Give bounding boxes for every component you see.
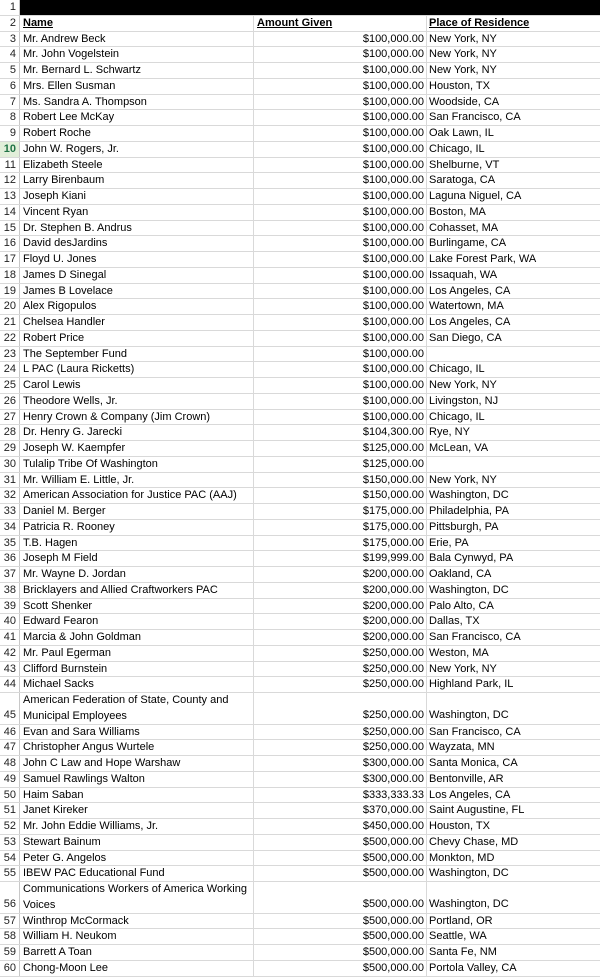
- table-row[interactable]: [0, 347, 600, 363]
- row-number[interactable]: 58: [0, 929, 20, 944]
- row-number[interactable]: 16: [0, 236, 20, 251]
- table-row[interactable]: [0, 299, 600, 315]
- row-number[interactable]: 44: [0, 677, 20, 692]
- place-cell[interactable]: McLean, VA: [429, 442, 489, 454]
- amount-cell[interactable]: $333,333.33: [254, 788, 427, 803]
- row-number[interactable]: 34: [0, 520, 20, 535]
- place-cell[interactable]: San Francisco, CA: [429, 631, 521, 643]
- place-cell[interactable]: Los Angeles, CA: [429, 284, 511, 297]
- name-cell[interactable]: Dr. Henry G. Jarecki: [20, 425, 254, 440]
- black-banner: [20, 0, 600, 15]
- table-row[interactable]: [0, 551, 600, 567]
- table-row[interactable]: [0, 252, 600, 268]
- name-cell[interactable]: T.B. Hagen: [20, 536, 254, 551]
- place-cell[interactable]: Washington, DC: [429, 489, 509, 502]
- row-number[interactable]: 10: [0, 142, 20, 157]
- amount-cell[interactable]: $100,000.00: [254, 158, 427, 173]
- place-cell[interactable]: Palo Alto, CA: [429, 599, 494, 612]
- row-number[interactable]: 22: [0, 331, 20, 346]
- name-cell[interactable]: Mr. William E. Little, Jr.: [20, 473, 254, 488]
- amount-cell[interactable]: $104,300.00: [254, 425, 427, 440]
- place-cell[interactable]: Portola Valley, CA: [429, 961, 517, 974]
- name-cell[interactable]: Mr. Bernard L. Schwartz: [20, 63, 254, 78]
- name-cell[interactable]: Haim Saban: [20, 788, 254, 803]
- amount-cell[interactable]: $370,000.00: [254, 803, 427, 818]
- name-cell[interactable]: Joseph W. Kaempfer: [20, 441, 254, 456]
- column-header-row[interactable]: [0, 16, 600, 32]
- amount-cell[interactable]: $175,000.00: [254, 536, 427, 551]
- place-cell[interactable]: New York, NY: [429, 32, 497, 45]
- row-number[interactable]: 2: [0, 16, 20, 31]
- table-row[interactable]: [0, 630, 600, 646]
- table-row[interactable]: [0, 189, 600, 205]
- table-row[interactable]: [0, 882, 600, 914]
- name-cell[interactable]: Theodore Wells, Jr.: [20, 394, 254, 409]
- table-row[interactable]: [0, 504, 600, 520]
- place-cell[interactable]: Erie, PA: [429, 536, 469, 549]
- row-number[interactable]: 33: [0, 504, 20, 519]
- place-cell[interactable]: Los Angeles, CA: [429, 316, 511, 328]
- name-cell[interactable]: Communications Workers of America Working Voices: [20, 882, 254, 913]
- amount-cell[interactable]: $250,000.00: [254, 693, 427, 724]
- amount-cell[interactable]: $100,000.00: [254, 347, 427, 362]
- place-cell[interactable]: Bentonville, AR: [429, 772, 504, 785]
- table-row[interactable]: [0, 677, 600, 693]
- amount-cell[interactable]: $500,000.00: [254, 851, 427, 866]
- name-cell[interactable]: James D Sinegal: [20, 268, 254, 283]
- amount-cell[interactable]: $100,000.00: [254, 268, 427, 283]
- place-cell[interactable]: Bala Cynwyd, PA: [429, 552, 514, 565]
- table-row[interactable]: [0, 662, 600, 678]
- place-cell[interactable]: Monkton, MD: [429, 851, 495, 864]
- amount-cell[interactable]: $100,000.00: [254, 331, 427, 346]
- name-cell[interactable]: Clifford Burnstein: [20, 662, 254, 677]
- table-row[interactable]: [0, 95, 600, 111]
- name-cell[interactable]: Marcia & John Goldman: [20, 630, 254, 645]
- table-row[interactable]: [0, 63, 600, 79]
- table-row[interactable]: [0, 32, 600, 48]
- place-cell[interactable]: Chevy Chase, MD: [429, 835, 519, 848]
- amount-cell[interactable]: $500,000.00: [254, 929, 427, 944]
- name-cell[interactable]: Chelsea Handler: [20, 315, 254, 330]
- amount-cell[interactable]: $250,000.00: [254, 725, 427, 740]
- row-number[interactable]: 15: [0, 221, 20, 236]
- place-cell[interactable]: Woodside, CA: [429, 95, 500, 108]
- name-cell[interactable]: Daniel M. Berger: [20, 504, 254, 519]
- amount-cell[interactable]: $125,000.00: [254, 457, 427, 472]
- amount-cell[interactable]: $250,000.00: [254, 662, 427, 677]
- row-number[interactable]: 20: [0, 299, 20, 314]
- place-cell[interactable]: Wayzata, MN: [429, 741, 495, 754]
- row-number[interactable]: 47: [0, 740, 20, 755]
- row-number[interactable]: 1: [0, 0, 20, 15]
- name-cell[interactable]: William H. Neukom: [20, 929, 254, 944]
- amount-cell[interactable]: $200,000.00: [254, 614, 427, 629]
- table-row[interactable]: [0, 126, 600, 142]
- table-row[interactable]: [0, 835, 600, 851]
- amount-cell[interactable]: $100,000.00: [254, 221, 427, 236]
- row-number[interactable]: 59: [0, 945, 20, 960]
- place-cell[interactable]: Pittsburgh, PA: [429, 520, 499, 533]
- table-row[interactable]: [0, 362, 600, 378]
- place-cell[interactable]: Highland Park, IL: [429, 678, 514, 691]
- row-number[interactable]: 54: [0, 851, 20, 866]
- name-cell[interactable]: Janet Kireker: [20, 803, 254, 818]
- amount-cell[interactable]: $250,000.00: [254, 677, 427, 692]
- amount-cell[interactable]: $500,000.00: [254, 866, 427, 881]
- place-cell[interactable]: Laguna Niguel, CA: [429, 190, 522, 202]
- name-cell[interactable]: Bricklayers and Allied Craftworkers PAC: [20, 583, 254, 598]
- row-number[interactable]: 7: [0, 95, 20, 110]
- row-number[interactable]: 18: [0, 268, 20, 283]
- table-row[interactable]: [0, 866, 600, 882]
- amount-cell[interactable]: $100,000.00: [254, 362, 427, 377]
- amount-cell[interactable]: $175,000.00: [254, 520, 427, 535]
- row-number[interactable]: 30: [0, 457, 20, 472]
- row-number[interactable]: 28: [0, 425, 20, 440]
- amount-cell[interactable]: $100,000.00: [254, 299, 427, 314]
- name-cell[interactable]: American Association for Justice PAC (AAJ): [20, 488, 254, 503]
- row-number[interactable]: 19: [0, 284, 20, 299]
- name-cell[interactable]: Michael Sacks: [20, 677, 254, 692]
- row-number[interactable]: 40: [0, 614, 20, 629]
- amount-cell[interactable]: $100,000.00: [254, 284, 427, 299]
- row-number[interactable]: 21: [0, 315, 20, 330]
- place-cell[interactable]: San Francisco, CA: [429, 725, 521, 738]
- row-number[interactable]: 55: [0, 866, 20, 881]
- table-row[interactable]: [0, 79, 600, 95]
- row-number[interactable]: 56: [0, 882, 20, 913]
- amount-cell[interactable]: $200,000.00: [254, 567, 427, 582]
- amount-cell[interactable]: $100,000.00: [254, 378, 427, 393]
- table-row[interactable]: [0, 803, 600, 819]
- table-row[interactable]: [0, 819, 600, 835]
- name-cell[interactable]: Floyd U. Jones: [20, 252, 254, 267]
- place-cell[interactable]: Shelburne, VT: [429, 158, 500, 171]
- table-row[interactable]: [0, 788, 600, 804]
- name-cell[interactable]: Mr. John Eddie Williams, Jr.: [20, 819, 254, 834]
- table-row[interactable]: [0, 378, 600, 394]
- name-cell[interactable]: Henry Crown & Company (Jim Crown): [20, 410, 254, 425]
- row-number[interactable]: 24: [0, 362, 20, 377]
- table-row[interactable]: [0, 268, 600, 284]
- amount-cell[interactable]: $300,000.00: [254, 772, 427, 787]
- name-cell[interactable]: Robert Price: [20, 331, 254, 346]
- row-number[interactable]: 27: [0, 410, 20, 425]
- table-row[interactable]: [0, 520, 600, 536]
- name-cell[interactable]: Ms. Sandra A. Thompson: [20, 95, 254, 110]
- place-cell[interactable]: Santa Monica, CA: [429, 757, 518, 769]
- name-cell[interactable]: Dr. Stephen B. Andrus: [20, 221, 254, 236]
- name-cell[interactable]: Mr. Andrew Beck: [20, 32, 254, 47]
- name-cell[interactable]: Vincent Ryan: [20, 205, 254, 220]
- table-row[interactable]: [0, 756, 600, 772]
- name-cell[interactable]: Mr. Wayne D. Jordan: [20, 567, 254, 582]
- place-cell[interactable]: San Francisco, CA: [429, 111, 521, 124]
- amount-cell[interactable]: $100,000.00: [254, 236, 427, 251]
- place-cell[interactable]: Houston, TX: [429, 79, 490, 92]
- name-cell[interactable]: Edward Fearon: [20, 614, 254, 629]
- name-column-header[interactable]: Name: [20, 16, 254, 31]
- row-number[interactable]: 48: [0, 756, 20, 771]
- name-cell[interactable]: American Federation of State, County and Municipal Employees: [20, 693, 254, 724]
- name-cell[interactable]: Mr. Paul Egerman: [20, 646, 254, 661]
- amount-cell[interactable]: $100,000.00: [254, 63, 427, 78]
- place-cell[interactable]: New York, NY: [429, 64, 497, 76]
- row-number[interactable]: 25: [0, 378, 20, 393]
- name-cell[interactable]: Evan and Sara Williams: [20, 725, 254, 740]
- name-cell[interactable]: Mrs. Ellen Susman: [20, 79, 254, 94]
- place-cell[interactable]: Chicago, IL: [429, 142, 485, 155]
- table-row[interactable]: [0, 394, 600, 410]
- place-cell[interactable]: Lake Forest Park, WA: [429, 253, 537, 265]
- name-cell[interactable]: Robert Roche: [20, 126, 254, 141]
- table-row[interactable]: [0, 205, 600, 221]
- table-row[interactable]: [0, 142, 600, 158]
- table-row[interactable]: [0, 173, 600, 189]
- row-number[interactable]: 31: [0, 473, 20, 488]
- row-number[interactable]: 23: [0, 347, 20, 362]
- table-row[interactable]: [0, 914, 600, 930]
- row-number[interactable]: 45: [0, 693, 20, 724]
- row-number[interactable]: 43: [0, 662, 20, 677]
- row-number[interactable]: 6: [0, 79, 20, 94]
- row-number[interactable]: 49: [0, 772, 20, 787]
- place-cell[interactable]: New York, NY: [429, 473, 497, 486]
- place-cell[interactable]: Weston, MA: [429, 646, 489, 659]
- header-bar-row[interactable]: [0, 0, 600, 16]
- table-row[interactable]: [0, 945, 600, 961]
- amount-cell[interactable]: $100,000.00: [254, 110, 427, 125]
- name-cell[interactable]: Christopher Angus Wurtele: [20, 740, 254, 755]
- row-number[interactable]: 13: [0, 189, 20, 204]
- table-row[interactable]: [0, 536, 600, 552]
- place-column-header[interactable]: Place of Residence: [429, 16, 530, 29]
- amount-cell[interactable]: $100,000.00: [254, 47, 427, 62]
- amount-cell[interactable]: $100,000.00: [254, 95, 427, 110]
- amount-cell[interactable]: $150,000.00: [254, 473, 427, 488]
- table-row[interactable]: [0, 425, 600, 441]
- row-number[interactable]: 41: [0, 630, 20, 645]
- name-cell[interactable]: IBEW PAC Educational Fund: [20, 866, 254, 881]
- row-number[interactable]: 39: [0, 599, 20, 614]
- table-row[interactable]: [0, 457, 600, 473]
- amount-cell[interactable]: $100,000.00: [254, 142, 427, 157]
- row-number[interactable]: 29: [0, 441, 20, 456]
- name-cell[interactable]: Barrett A Toan: [20, 945, 254, 960]
- amount-cell[interactable]: $500,000.00: [254, 914, 427, 929]
- place-cell[interactable]: [427, 457, 600, 472]
- row-number[interactable]: 51: [0, 803, 20, 818]
- name-cell[interactable]: Elizabeth Steele: [20, 158, 254, 173]
- place-cell[interactable]: Chicago, IL: [429, 410, 485, 423]
- table-row[interactable]: [0, 693, 600, 725]
- place-cell[interactable]: Los Angeles, CA: [429, 788, 511, 801]
- place-cell[interactable]: Washington, DC: [429, 867, 509, 880]
- amount-cell[interactable]: $250,000.00: [254, 740, 427, 755]
- row-number[interactable]: 12: [0, 173, 20, 188]
- row-number[interactable]: 35: [0, 536, 20, 551]
- table-row[interactable]: [0, 47, 600, 63]
- place-cell[interactable]: Washington, DC: [429, 583, 509, 596]
- row-number[interactable]: 8: [0, 110, 20, 125]
- amount-cell[interactable]: $100,000.00: [254, 126, 427, 141]
- place-cell[interactable]: Seattle, WA: [429, 930, 487, 943]
- table-row[interactable]: [0, 599, 600, 615]
- row-number[interactable]: 3: [0, 32, 20, 47]
- row-number[interactable]: 11: [0, 158, 20, 173]
- row-number[interactable]: 52: [0, 819, 20, 834]
- table-row[interactable]: [0, 851, 600, 867]
- place-cell[interactable]: Chicago, IL: [429, 363, 485, 376]
- amount-cell[interactable]: $200,000.00: [254, 599, 427, 614]
- name-cell[interactable]: James B Lovelace: [20, 284, 254, 299]
- name-cell[interactable]: Scott Shenker: [20, 599, 254, 614]
- row-number[interactable]: 9: [0, 126, 20, 141]
- name-cell[interactable]: Joseph Kiani: [20, 189, 254, 204]
- place-cell[interactable]: Oak Lawn, IL: [429, 127, 494, 139]
- name-cell[interactable]: John C Law and Hope Warshaw: [20, 756, 254, 771]
- table-row[interactable]: [0, 110, 600, 126]
- place-cell[interactable]: Rye, NY: [429, 426, 470, 439]
- name-cell[interactable]: Patricia R. Rooney: [20, 520, 254, 535]
- row-number[interactable]: 37: [0, 567, 20, 582]
- place-cell[interactable]: Washington, DC: [429, 708, 509, 721]
- amount-cell[interactable]: $100,000.00: [254, 410, 427, 425]
- place-cell[interactable]: San Diego, CA: [429, 331, 502, 344]
- name-cell[interactable]: Tulalip Tribe Of Washington: [20, 457, 254, 472]
- amount-cell[interactable]: $100,000.00: [254, 252, 427, 267]
- place-cell[interactable]: New York, NY: [429, 662, 497, 675]
- amount-cell[interactable]: $250,000.00: [254, 646, 427, 661]
- place-cell[interactable]: Boston, MA: [429, 205, 486, 218]
- row-number[interactable]: 42: [0, 646, 20, 661]
- name-cell[interactable]: Alex Rigopulos: [20, 299, 254, 314]
- table-row[interactable]: [0, 473, 600, 489]
- row-number[interactable]: 32: [0, 488, 20, 503]
- place-cell[interactable]: Houston, TX: [429, 820, 490, 832]
- place-cell[interactable]: Philadelphia, PA: [429, 505, 509, 517]
- place-cell[interactable]: New York, NY: [429, 379, 497, 391]
- place-cell[interactable]: [427, 347, 600, 362]
- table-row[interactable]: [0, 331, 600, 347]
- table-row[interactable]: [0, 236, 600, 252]
- amount-cell[interactable]: $100,000.00: [254, 394, 427, 409]
- row-number[interactable]: 5: [0, 63, 20, 78]
- amount-cell[interactable]: $500,000.00: [254, 945, 427, 960]
- name-cell[interactable]: Larry Birenbaum: [20, 173, 254, 188]
- table-row[interactable]: [0, 929, 600, 945]
- table-row[interactable]: [0, 725, 600, 741]
- place-cell[interactable]: Issaquah, WA: [429, 268, 498, 281]
- table-row[interactable]: [0, 315, 600, 331]
- amount-cell[interactable]: $100,000.00: [254, 315, 427, 330]
- row-number[interactable]: 14: [0, 205, 20, 220]
- amount-cell[interactable]: $500,000.00: [254, 961, 427, 976]
- amount-cell[interactable]: $100,000.00: [254, 189, 427, 204]
- amount-cell[interactable]: $100,000.00: [254, 32, 427, 47]
- table-row[interactable]: [0, 221, 600, 237]
- place-cell[interactable]: Livingston, NJ: [429, 394, 499, 407]
- table-row[interactable]: [0, 441, 600, 457]
- amount-cell[interactable]: $199,999.00: [254, 551, 427, 566]
- name-cell[interactable]: Joseph M Field: [20, 551, 254, 566]
- amount-cell[interactable]: $450,000.00: [254, 819, 427, 834]
- amount-column-header[interactable]: Amount Given: [254, 16, 427, 31]
- name-cell[interactable]: Carol Lewis: [20, 378, 254, 393]
- name-cell[interactable]: Samuel Rawlings Walton: [20, 772, 254, 787]
- place-cell[interactable]: New York, NY: [429, 48, 497, 61]
- name-cell[interactable]: David desJardins: [20, 236, 254, 251]
- table-row[interactable]: [0, 410, 600, 426]
- row-number[interactable]: 46: [0, 725, 20, 740]
- amount-cell[interactable]: $300,000.00: [254, 756, 427, 771]
- table-row[interactable]: [0, 772, 600, 788]
- place-cell[interactable]: Santa Fe, NM: [429, 946, 497, 958]
- place-cell[interactable]: Oakland, CA: [429, 568, 492, 580]
- place-cell[interactable]: Cohasset, MA: [429, 221, 499, 234]
- table-row[interactable]: [0, 614, 600, 630]
- place-cell[interactable]: Saint Augustine, FL: [429, 804, 525, 817]
- table-row[interactable]: [0, 488, 600, 504]
- name-cell[interactable]: L PAC (Laura Ricketts): [20, 362, 254, 377]
- amount-cell[interactable]: $500,000.00: [254, 882, 427, 913]
- amount-cell[interactable]: $100,000.00: [254, 205, 427, 220]
- place-cell[interactable]: Dallas, TX: [429, 615, 480, 628]
- row-number[interactable]: 38: [0, 583, 20, 598]
- amount-cell[interactable]: $500,000.00: [254, 835, 427, 850]
- row-number[interactable]: 57: [0, 914, 20, 929]
- table-row[interactable]: [0, 158, 600, 174]
- amount-cell[interactable]: $200,000.00: [254, 583, 427, 598]
- amount-cell[interactable]: $100,000.00: [254, 173, 427, 188]
- name-cell[interactable]: Peter G. Angelos: [20, 851, 254, 866]
- table-row[interactable]: [0, 740, 600, 756]
- place-cell[interactable]: Burlingame, CA: [429, 237, 507, 250]
- donor-rows: [0, 32, 600, 977]
- place-cell[interactable]: Portland, OR: [429, 914, 493, 927]
- row-number[interactable]: 26: [0, 394, 20, 409]
- row-number[interactable]: 4: [0, 47, 20, 62]
- row-number[interactable]: 53: [0, 835, 20, 850]
- amount-cell[interactable]: $125,000.00: [254, 441, 427, 456]
- row-number[interactable]: 60: [0, 961, 20, 976]
- table-row[interactable]: [0, 583, 600, 599]
- name-cell[interactable]: Winthrop McCormack: [20, 914, 254, 929]
- table-row[interactable]: [0, 567, 600, 583]
- table-row[interactable]: [0, 284, 600, 300]
- name-cell[interactable]: The September Fund: [20, 347, 254, 362]
- amount-cell[interactable]: $175,000.00: [254, 504, 427, 519]
- row-number[interactable]: 36: [0, 551, 20, 566]
- place-cell[interactable]: Washington, DC: [429, 897, 509, 910]
- name-cell[interactable]: Robert Lee McKay: [20, 110, 254, 125]
- amount-cell[interactable]: $100,000.00: [254, 79, 427, 94]
- name-cell[interactable]: John W. Rogers, Jr.: [20, 142, 254, 157]
- name-cell[interactable]: Stewart Bainum: [20, 835, 254, 850]
- table-row[interactable]: [0, 646, 600, 662]
- name-cell[interactable]: Chong-Moon Lee: [20, 961, 254, 976]
- row-number[interactable]: 50: [0, 788, 20, 803]
- amount-cell[interactable]: $200,000.00: [254, 630, 427, 645]
- amount-cell[interactable]: $150,000.00: [254, 488, 427, 503]
- place-cell[interactable]: Watertown, MA: [429, 300, 504, 313]
- row-number[interactable]: 17: [0, 252, 20, 267]
- place-cell[interactable]: Saratoga, CA: [429, 174, 496, 187]
- table-row[interactable]: [0, 961, 600, 977]
- name-cell[interactable]: Mr. John Vogelstein: [20, 47, 254, 62]
